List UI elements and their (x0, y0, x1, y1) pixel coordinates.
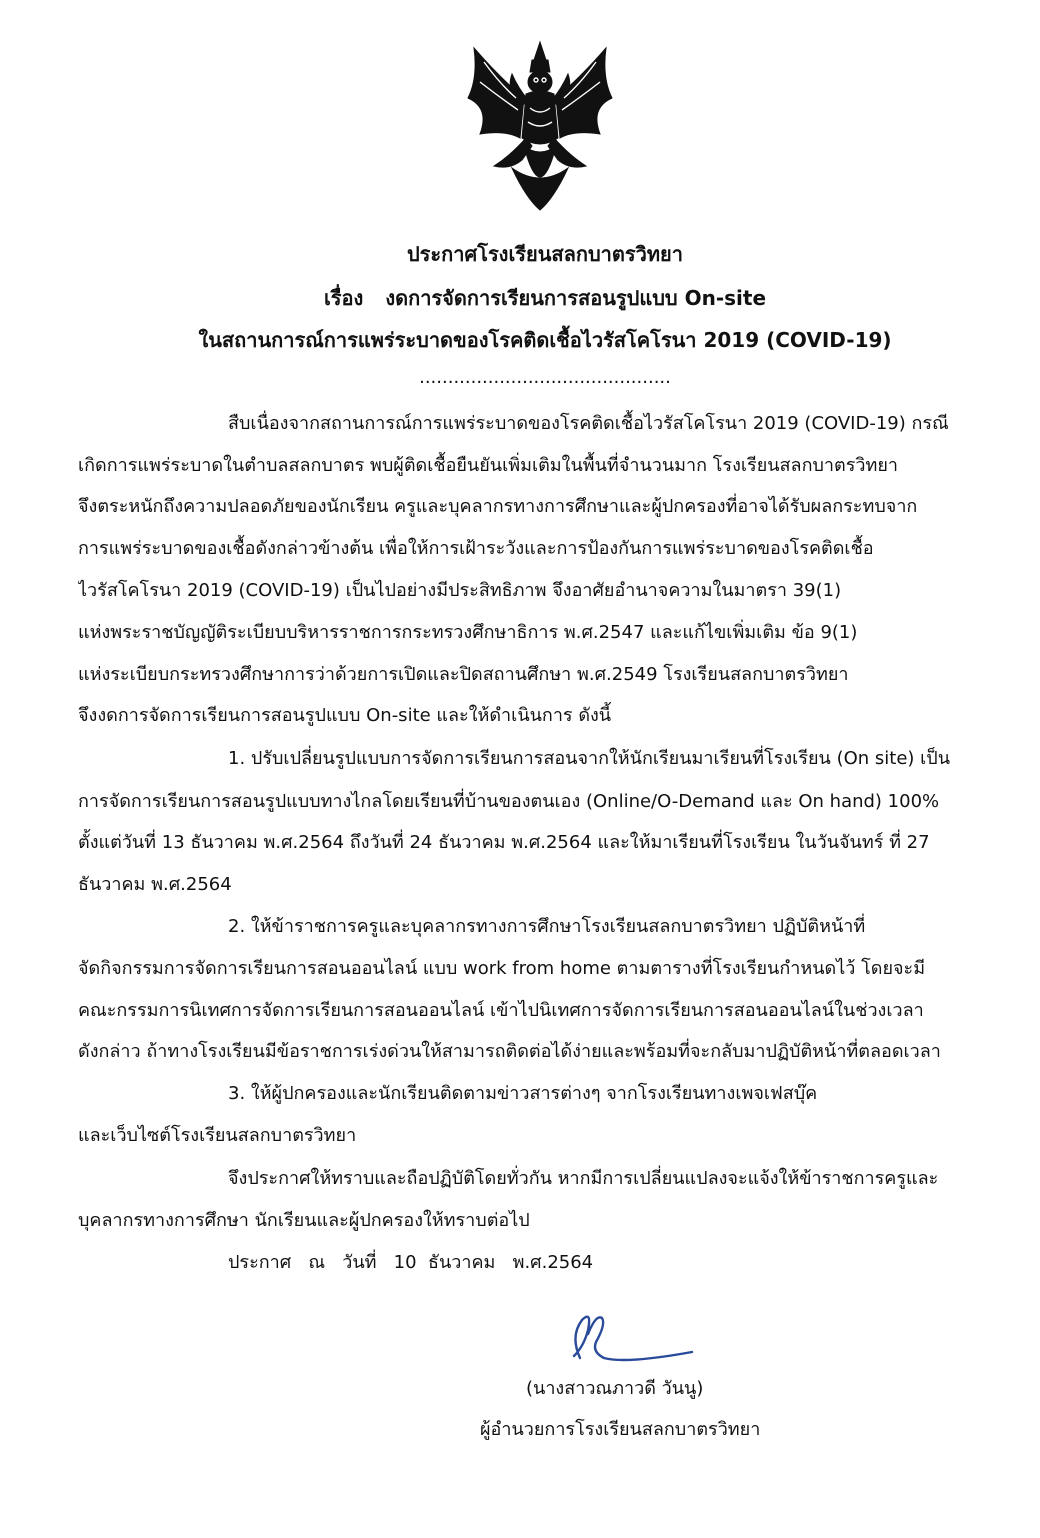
item1-line: 1. ปรับเปลี่ยนรูปแบบการจัดการเรียนการสอนจากให้นักเรียนมาเรียนที่โรงเรียน (On site) เป็น (228, 748, 951, 769)
item2-line: คณะกรรมการนิเทศการจัดการเรียนการสอนออนไลน์ เข้าไปนิเทศการจัดการเรียนการสอนออนไลน์ในช่วงเวลา (78, 1000, 924, 1021)
announcement-subtitle: ในสถานการณ์การแพร่ระบาดของโรคติดเชื้อไวรัสโคโรนา 2019 (COVID-19) (198, 328, 892, 352)
item2-line: จัดกิจกรรมการจัดการเรียนการสอนออนไลน์ แบบ work from home ตามตารางที่โรงเรียนกำหนดไว้ โดยจะมี (78, 958, 926, 979)
announcement-subject (80, 284, 1010, 312)
item2-line: ดังกล่าว ถ้าทางโรงเรียนมีข้อราชการเร่งด่วนให้สามารถติดต่อได้ง่ายและพร้อมที่จะกลับมาปฏิบัติหน้าที่ตลอดเวลา (78, 1041, 941, 1062)
signatory-name: (นางสาวณภาวดี วันนู) (526, 1378, 704, 1399)
intro-line: การแพร่ระบาดของเชื้อดังกล่าวข้างต้น เพื่อให้การเฝ้าระวังและการป้องกันการแพร่ระบาดของโรคติดเชื้อ (78, 538, 874, 559)
closing-line: จึงประกาศให้ทราบและถือปฏิบัติโดยทั่วกัน หากมีการเปลี่ยนแปลงจะแจ้งให้ข้าราชการครูและ (228, 1168, 939, 1189)
intro-line: แห่งพระราชบัญญัติระเบียบบริหารราชการกระทรวงศึกษาธิการ พ.ศ.2547 และแก้ไขเพิ่มเติม ข้อ 9(1) (78, 622, 858, 643)
title-divider: ............................................ (419, 367, 671, 388)
intro-line: สืบเนื่องจากสถานการณ์การแพร่ระบาดของโรคติดเชื้อไวรัสโคโรนา 2019 (COVID-19) กรณี (228, 413, 949, 434)
item1-line: ธันวาคม พ.ศ.2564 (78, 874, 232, 895)
intro-line: เกิดการแพร่ระบาดในตำบลสลกบาตร พบผู้ติดเชื้อยืนยันเพิ่มเติมในพื้นที่จำนวนมาก โรงเรียนสลกบาตรวิทยา (78, 455, 898, 476)
item2-line: 2. ให้ข้าราชการครูและบุคลากรทางการศึกษาโรงเรียนสลกบาตรวิทยา ปฏิบัติหน้าที่ (228, 916, 866, 937)
subject-text: งดการจัดการเรียนการสอนรูปแบบ On-site (385, 286, 767, 310)
garuda-emblem-icon (460, 38, 620, 213)
item1-line: ตั้งแต่วันที่ 13 ธันวาคม พ.ศ.2564 ถึงวันที่ 24 ธันวาคม พ.ศ.2564 และให้มาเรียนที่โรงเรียน ในวันจันทร์ ที่ 27 (78, 832, 930, 853)
item3-line: และเว็บไซต์โรงเรียนสลกบาตรวิทยา (78, 1125, 357, 1146)
closing-line: บุคลากรทางการศึกษา นักเรียนและผู้ปกครองให้ทราบต่อไป (78, 1210, 530, 1231)
announcement-date: ประกาศ ณ วันที่ 10 ธันวาคม พ.ศ.2564 (228, 1252, 594, 1273)
intro-line: แห่งระเบียบกระทรวงศึกษาการว่าด้วยการเปิดและปิดสถานศึกษา พ.ศ.2549 โรงเรียนสลกบาตรวิทยา (78, 664, 849, 685)
signatory-title: ผู้อำนวยการโรงเรียนสลกบาตรวิทยา (480, 1419, 761, 1440)
intro-line: ไวรัสโคโรนา 2019 (COVID-19) เป็นไปอย่างมีประสิทธิภาพ จึงอาศัยอำนาจความในมาตรา 39(1) (78, 580, 842, 601)
item1-line: การจัดการเรียนการสอนรูปแบบทางไกลโดยเรียนที่บ้านของตนเอง (Online/O-Demand และ On hand) 100% (78, 791, 940, 812)
subject-label: เรื่อง (323, 286, 364, 310)
intro-line: จึงงดการจัดการเรียนการสอนรูปแบบ On-site และให้ดำเนินการ ดังนี้ (78, 705, 612, 726)
item3-line: 3. ให้ผู้ปกครองและนักเรียนติดตามข่าวสารต่างๆ จากโรงเรียนทางเพจเฟสบุ๊ค (228, 1083, 818, 1104)
handwritten-signature-icon (566, 1306, 696, 1374)
announcement-title: ประกาศโรงเรียนสลกบาตรวิทยา (406, 242, 684, 266)
intro-line: จึงตระหนักถึงความปลอดภัยของนักเรียน ครูและบุคลากรทางการศึกษาและผู้ปกครองที่อาจได้รับผลกระทบจาก (78, 496, 918, 517)
